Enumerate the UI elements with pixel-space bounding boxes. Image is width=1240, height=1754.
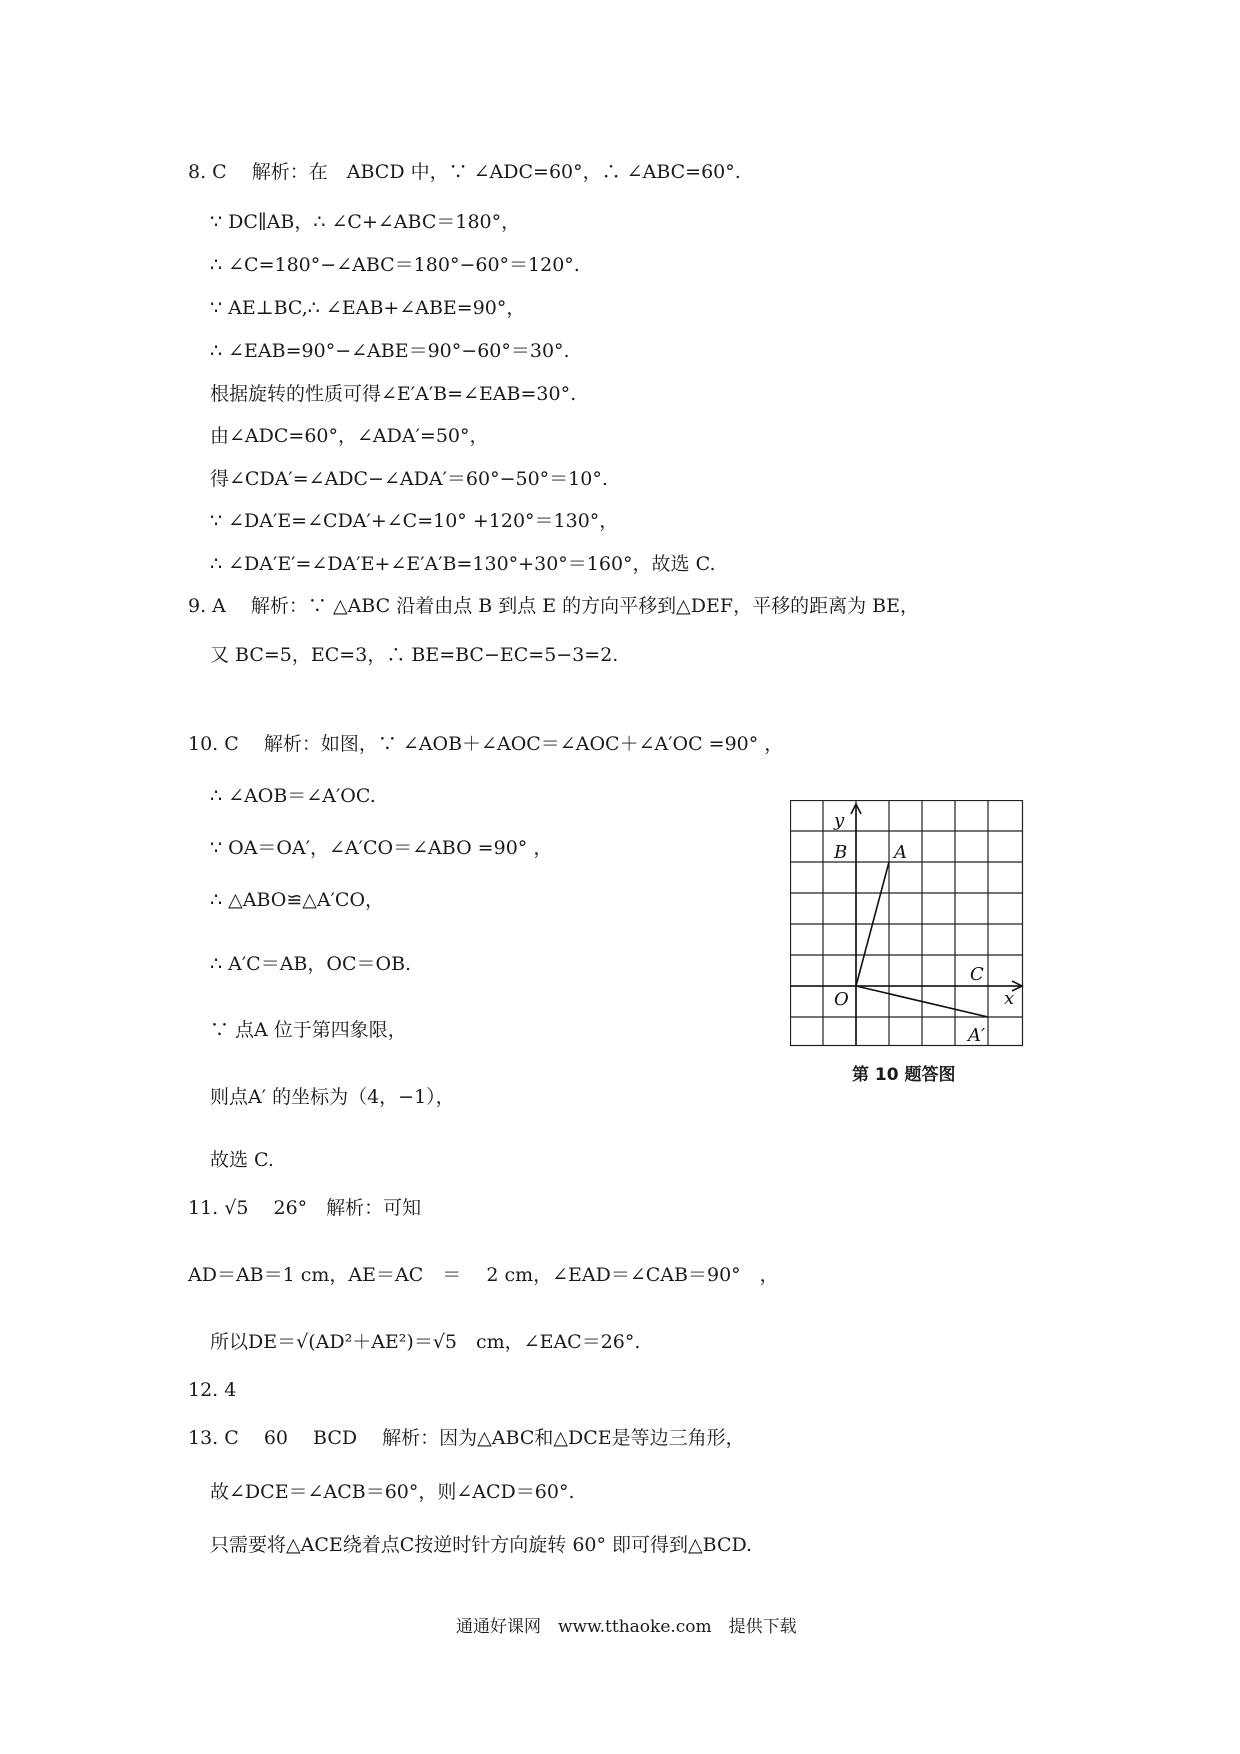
label-x: x (1004, 988, 1015, 1009)
coordinate-figure (790, 800, 1025, 1048)
label-a-prime: A′ (968, 1025, 986, 1046)
text-line: ∴ △ABO≌△A′CO， (210, 889, 385, 911)
text-line: 又 BC=5，EC=3，∴ BE=BC−EC=5−3=2. (210, 644, 619, 666)
text-line: 9. A 解析：∵ △ABC 沿着由点 B 到点 E 的方向平移到△DEF，平移的距离为 BE， (188, 595, 919, 617)
text-line: ∵ ∠DA′E=∠CDA′+∠C=10° +120°＝130°， (210, 510, 619, 532)
text-line: 11. √5 26° 解析：可知 (188, 1197, 422, 1219)
text-line: ∵ 点A 位于第四象限， (210, 1019, 407, 1041)
text-line: 所以DE＝√(AD²＋AE²)＝√5 cm，∠EAC＝26°. (210, 1331, 641, 1353)
text-line: ∴ ∠AOB＝∠A′OC. (210, 785, 376, 807)
text-line: ∵ AE⊥BC,∴ ∠EAB+∠ABE=90°， (210, 297, 526, 319)
text-line: AD＝AB＝1 cm，AE＝AC ＝ 2 cm，∠EAD＝∠CAB＝90° ， (188, 1264, 779, 1286)
text-line: 12. 4 (188, 1379, 237, 1401)
text-line: 故选 C. (210, 1149, 274, 1171)
text-line: 13. C 60 BCD 解析：因为△ABC和△DCE是等边三角形， (188, 1427, 745, 1449)
text-line: 10. C 解析：如图，∵ ∠AOB＋∠AOC＝∠AOC＋∠A′OC =90° ， (188, 733, 784, 755)
text-line: ∴ ∠C=180°−∠ABC＝180°−60°＝120°. (210, 254, 580, 276)
label-o: O (834, 989, 849, 1010)
label-c: C (970, 964, 984, 985)
text-line: 8. C 解析：在 ABCD 中，∵ ∠ADC=60°，∴ ∠ABC=60°. (188, 161, 741, 183)
text-line: ∴ ∠DA′E′=∠DA′E+∠E′A′B=130°+30°＝160°，故选 C. (210, 553, 716, 575)
figure-grid (790, 800, 1023, 1046)
text-line: 得∠CDA′=∠ADC−∠ADA′＝60°−50°＝10°. (210, 468, 608, 490)
figure-caption: 第 10 题答图 (852, 1065, 956, 1085)
text-line: ∵ OA＝OA′，∠A′CO＝∠ABO =90° ， (210, 837, 553, 859)
text-line: 故∠DCE＝∠ACB＝60°，则∠ACD＝60°. (210, 1481, 575, 1503)
label-b: B (834, 842, 848, 863)
text-line: 则点A′ 的坐标为（4，−1）， (210, 1086, 455, 1108)
text-line: ∵ DC∥AB，∴ ∠C+∠ABC＝180°， (210, 211, 521, 233)
page-footer: 通通好课网 www.tthaoke.com 提供下载 (456, 1617, 797, 1637)
label-a: A (894, 842, 907, 863)
text-line: ∴ A′C＝AB，OC＝OB. (210, 953, 412, 975)
text-line: 根据旋转的性质可得∠E′A′B=∠EAB=30°. (210, 383, 577, 405)
text-line: 由∠ADC=60°，∠ADA′=50°， (210, 425, 489, 447)
label-y: y (834, 810, 845, 831)
text-line: ∴ ∠EAB=90°−∠ABE＝90°−60°＝30°. (210, 340, 570, 362)
text-line: 只需要将△ACE绕着点C按逆时针方向旋转 60° 即可得到△BCD. (210, 1534, 753, 1556)
